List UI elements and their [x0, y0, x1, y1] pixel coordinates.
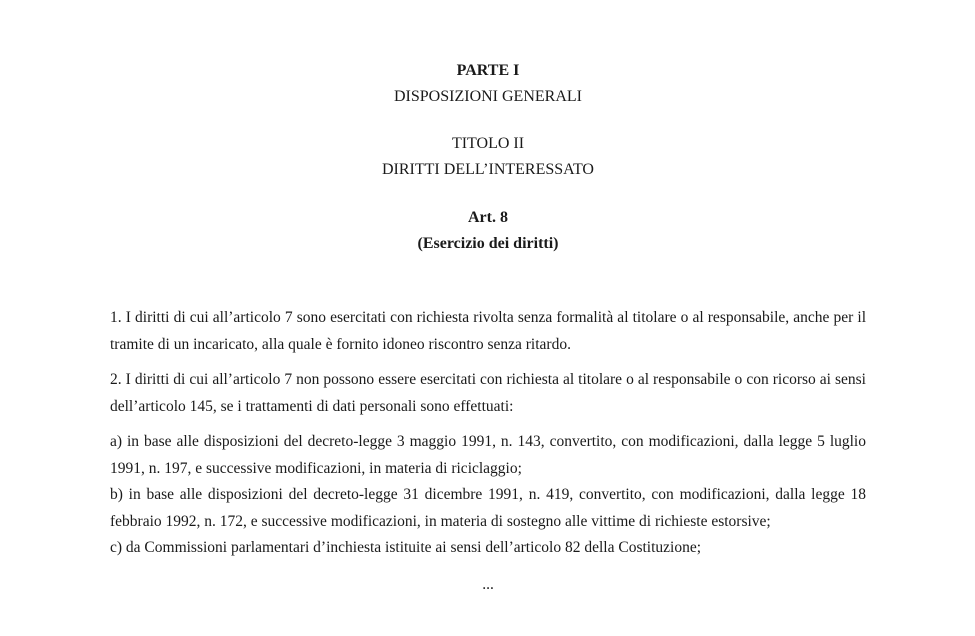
- list-item-c: c) da Commissioni parlamentari d’inchiesta istituite ai sensi dell’articolo 82 della Costituzione;: [110, 539, 702, 556]
- paragraph-1: 1. I diritti di cui all’articolo 7 sono esercitati con richiesta rivolta senza formalità al titolare o al responsabile, anche per il tramite di un incaricato, alla quale è fornito idoneo riscontro senza ritardo.: [110, 309, 866, 353]
- document-content: [110, 58, 866, 594]
- paragraph-2: 2. I diritti di cui all’articolo 7 non possono essere esercitati con richiesta al titolare o al responsabile o con ricorso ai sensi dell’articolo 145, se i trattamenti di dati personali sono effettuati:: [110, 371, 866, 415]
- spacer: [110, 257, 866, 305]
- article-heading: Art. 8: [468, 209, 508, 226]
- list-item-a: a) in base alle disposizioni del decreto-legge 3 maggio 1991, n. 143, convertito, con modificazioni, dalla legge 5 luglio 1991, n. 197, e successive modificazioni, in materia di riciclaggio;: [110, 433, 866, 477]
- title-subtitle: DIRITTI DELL’INTERESSATO: [382, 161, 594, 178]
- spacer: [110, 110, 866, 131]
- title-heading: TITOLO II: [451, 135, 525, 152]
- part-heading: PARTE I: [456, 62, 520, 79]
- list-item-b: b) in base alle disposizioni del decreto-legge 31 dicembre 1991, n. 419, convertito, con modificazioni, dalla legge 18 febbraio 1992, n. 172, e successive modificazioni, in materia di sostegno alle vittime di richieste estorsive;: [110, 486, 866, 530]
- spacer: [110, 358, 866, 367]
- continuation-ellipsis: ...: [482, 575, 494, 593]
- part-subtitle: DISPOSIZIONI GENERALI: [394, 88, 582, 105]
- spacer: [110, 420, 866, 429]
- article-subtitle: (Esercizio dei diritti): [417, 235, 559, 252]
- spacer: [110, 183, 866, 205]
- heading-block: [110, 58, 866, 257]
